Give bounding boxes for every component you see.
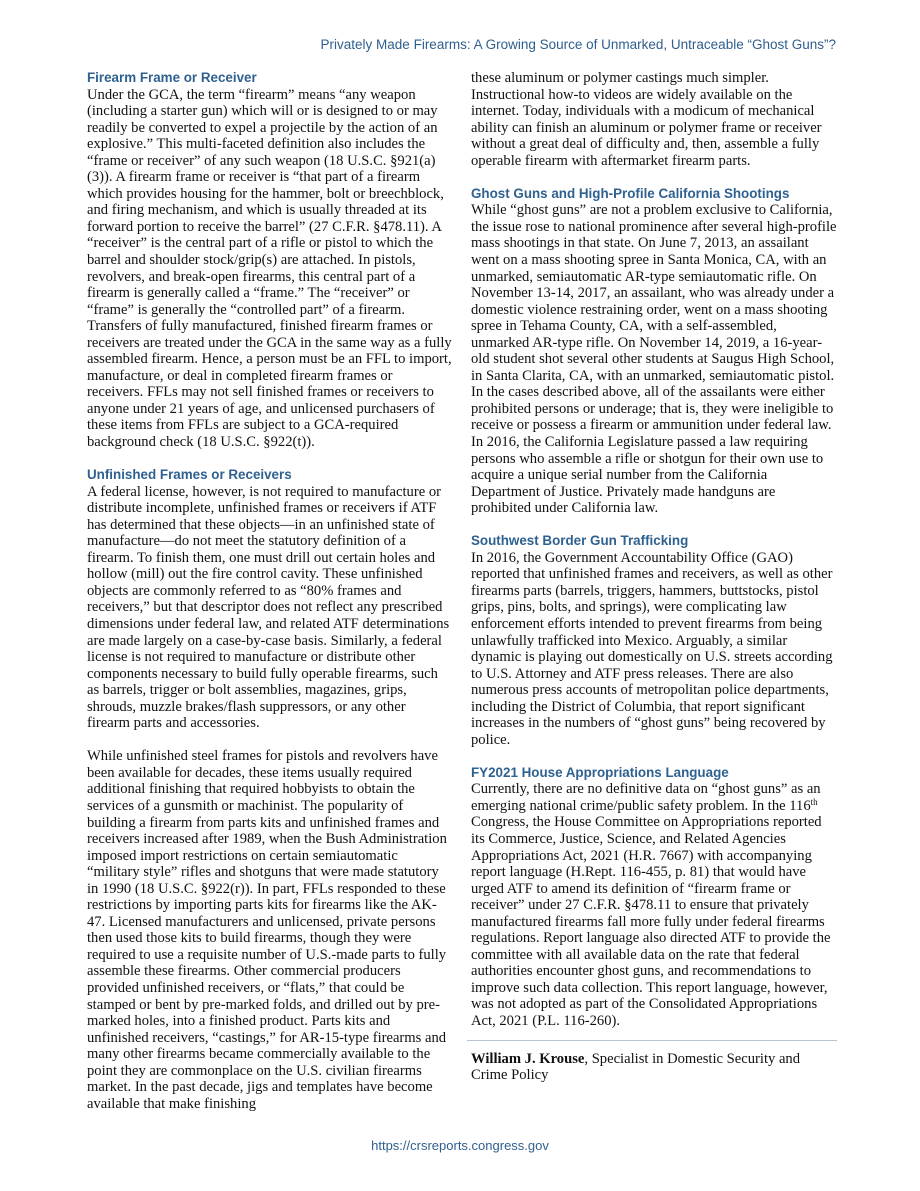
paragraph-unfinished-frames-1: A federal license, however, is not required to manufacture or distribute incomplete, unfinished frames or receivers if ATF has determined that these objects—in an unfinished state of manufacture—do not meet the statutory definition of a firearm. To finish them, one must drill out certain holes and hollow (mill) out the fire control cavity. These unfinished objects are commonly referred to as “80% frames and receivers,” but that descriptor does not reflect any prescribed dimensions under federal law, and related ATF determinations are made largely on a case-by-case basis. Similarly, a federal license is not required to manufacture or distribute other components necessary to build fully operable firearms, such as barrels, trigger or bolt assemblies, magazines, grips, shrouds, muzzle brakes/flash suppressors, or any other firearm parts and accessories. (87, 483, 450, 732)
section-heading-appropriations: FY2021 House Appropriations Language (471, 764, 729, 780)
running-header: Privately Made Firearms: A Growing Source of Unmarked, Untraceable “Ghost Guns”? (320, 37, 836, 52)
section-heading-frame-receiver: Firearm Frame or Receiver (87, 70, 257, 85)
paragraph-california-shootings: While “ghost guns” are not a problem exclusive to California, the issue rose to national prominence after several high-profile mass shootings in that state. On June 7, 2013, an assailant went on a mass shooting spree in Santa Monica, CA, with an unmarked, semiautomatic AR-type semiautomatic rifle. On November 13-14, 2017, an assailant, who was already under a domestic violence restraining order, went on a mass shooting spree in Tehama County, CA, with a self-assembled, unmarked AR-type rifle. On November 14, 2019, a 16-year-old student shot several other students at Saugus High School, in Santa Clarita, CA, with an unmarked, semiautomatic pistol. In the cases described above, all of the assailants were either prohibited persons or underage; that is, they were ineligible to receive or possess a firearm or ammunition under federal law. In 2016, the California Legislature passed a law requiring persons who assemble a rifle or shotgun for their own use to acquire a unique serial number from the California Department of Justice. Privately made handguns are prohibited under California law. (471, 202, 837, 517)
ordinal-superscript: th (810, 796, 818, 807)
paragraph-frame-receiver: Under the GCA, the term “firearm” means “any weapon (including a starter gun) which will or is designed to or may readily be converted to expel a projectile by the action of an explosive.” This multi-faceted definition also includes the “frame or receiver” of any such weapon (18 U.S.C. §921(a)(3)). A firearm frame or receiver is “that part of a firearm which provides housing for the hammer, bolt or breechblock, and firing mechanism, and which is usually threaded at its forward portion to receive the barrel” (27 C.F.R. §478.11). A “receiver” is the central part of a rifle or pistol to which the barrel and shoulder stock/grip(s) are attached. In pistols, revolvers, and break-open firearms, this central part of a firearm is generally called a “frame.” The “receiver” or “frame” is generally the “controlled part” of a firearm. Transfers of fully manufactured, finished firearm frames or receivers are treated under the GCA in the same way as a fully assembled firearm. Hence, a person must be an FFL to import, manufacture, or deal in completed firearm frames or receivers. FFLs may not sell finished frames or receivers to anyone under 21 years of age, and unlicensed purchasers of these items from FFLs are subject to a GCA-required background check (18 U.S.C. §922(t)). (87, 86, 452, 451)
paragraph-unfinished-frames-2: While unfinished steel frames for pistols and revolvers have been available for decades, these items usually required additional finishing that required hobbyists to obtain the services of a gunsmith or machinist. The popularity of building a firearm from parts kits and unfinished frames and receivers increased after 1989, when the Bush Administration imposed import restrictions on certain semiautomatic “military style” rifles and shotguns that were made statutory in 1990 (18 U.S.C. §922(r)). In part, FFLs responded to these restrictions by importing parts kits for firearms like the AK-47. Licensed manufacturers and unlicensed, private persons then used those kits to build firearms, though they were required to use a requisite number of U.S.-made parts to fully assemble these firearms. Other commercial producers provided unfinished receivers, or “flats,” that could be stamped or bent by pre-marked folds, and drilled out by pre-marked holes, into a finished product. Parts kits and unfinished receivers, “castings,” for AR-15-type firearms and many other firearms became commercially available to the point they are commonplace on the U.S. civilian firearms market. In the past decade, jigs and templates have become available that make finishing (87, 748, 447, 1112)
author-name: William J. Krouse (471, 1050, 585, 1067)
paragraph-appropriations (471, 781, 837, 1029)
appropriations-text-part2: Congress, the House Committee on Appropriations reported its Commerce, Justice, Science, and Related Agencies Appropriations Act, 2021 (H.R. 7667) with accompanying report language (H.Rept. 116-455, p. 81) that would have urged ATF to amend its definition of “firearm frame or receiver” under 27 C.F.R. §478.11 to ensure that privately manufactured firearms fall more fully under federal firearms regulations. Report language also directed ATF to provide the committee with all available data on the rate that federal authorities encounter ghost guns, and recommendations to improve such data collection. This report language, however, was not adopted as part of the Consolidated Appropriations Act, 2021 (P.L. 116-260). (471, 814, 831, 1030)
section-heading-unfinished-frames: Unfinished Frames or Receivers (87, 467, 292, 483)
author-divider (467, 1040, 837, 1041)
section-heading-border-trafficking: Southwest Border Gun Trafficking (471, 533, 689, 549)
author-line (471, 1051, 837, 1084)
paragraph-border-trafficking: In 2016, the Government Accountability Office (GAO) reported that unfinished frames and receivers, as well as other firearms parts (barrels, triggers, hammers, buttstocks, pistol grips, pins, bolts, and springs), were complicating law enforcement efforts intended to prevent firearms from being unlawfully trafficked into Mexico. Arguably, a similar dynamic is playing out domestically on U.S. streets according to U.S. Attorney and ATF press releases. There are also numerous press accounts of metropolitan police departments, including the District of Columbia, that report significant increases in the numbers of “ghost guns” being recovered by police. (471, 549, 833, 748)
section-heading-california-shootings: Ghost Guns and High-Profile California Shootings (471, 185, 790, 201)
author-title: , Specialist in Domestic Security and Crime Policy (471, 1050, 801, 1084)
right-column (471, 70, 837, 1084)
paragraph-continuation: these aluminum or polymer castings much simpler. Instructional how-to videos are widely available on the internet. Today, individuals with a modicum of mechanical ability can finish an aluminum or polymer frame or receiver without a great deal of difficulty and, then, assemble a fully operable firearm with aftermarket firearm parts. (471, 70, 822, 169)
footer-url[interactable]: https://crsreports.congress.gov (371, 1138, 549, 1153)
appropriations-text-part1: Currently, there are no definitive data on “ghost guns” as an emerging national crime/public safety problem. In the 116 (471, 781, 821, 814)
left-column (87, 70, 452, 1112)
